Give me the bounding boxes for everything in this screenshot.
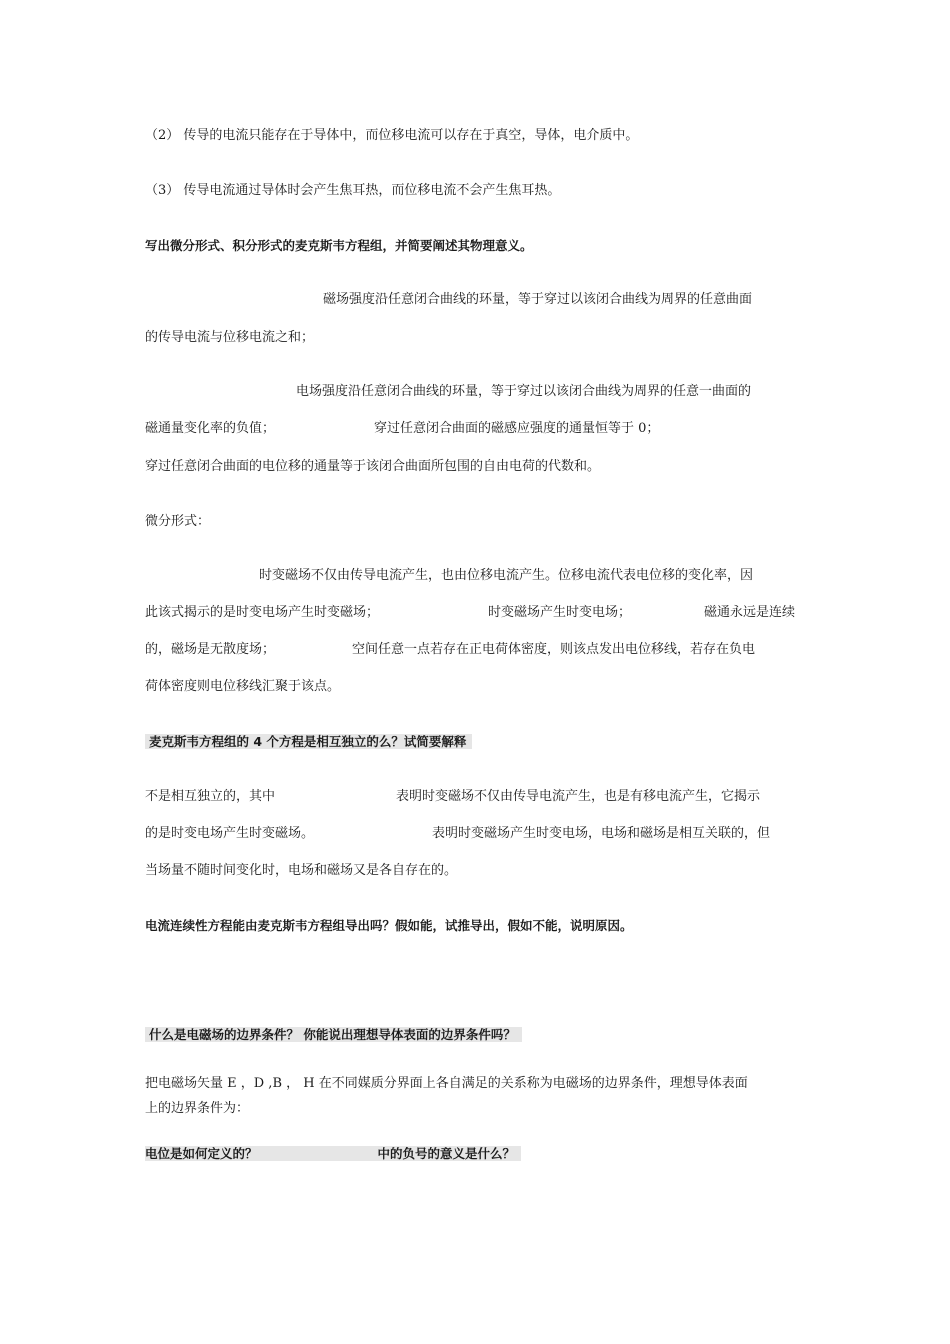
electric-gauss-law: 穿过任意闭合曲面的电位移的通量等于该闭合曲面所包围的自由电荷的代数和。 bbox=[145, 459, 601, 474]
faraday-law-line-2: 磁通量变化率的负值； bbox=[145, 421, 276, 436]
boundary-answer-line-1: 把电磁场矢量 E ，D ,B ， H 在不同媒质分界面上各自满足的关系称为电磁场的边界条件，理想导体表面 bbox=[145, 1076, 748, 1091]
independence-answer-line-2b: 表明时变磁场产生时变电场，电场和磁场是相互关联的，但 bbox=[432, 826, 771, 841]
differential-meaning-line-3a: 的，磁场是无散度场； bbox=[145, 642, 276, 657]
differential-meaning-line-3b: 空间任意一点若存在正电荷体密度，则该点发出电位移线，若存在负电 bbox=[352, 642, 756, 657]
differential-meaning-line-4: 荷体密度则电位移线汇聚于该点。 bbox=[145, 679, 341, 694]
ampere-law-line-1: 磁场强度沿任意闭合曲线的环量，等于穿过以该闭合曲线为周界的任意曲面 bbox=[323, 292, 753, 307]
boundary-heading bbox=[145, 1026, 522, 1044]
potential-heading-part-2: 中的负号的意义是什么？ bbox=[377, 1146, 516, 1161]
differential-meaning-line-2c: 磁通永远是连续 bbox=[704, 605, 796, 620]
point-3-text: （3） 传导电流通过导体时会产生焦耳热，而位移电流不会产生焦耳热。 bbox=[145, 183, 561, 198]
differential-meaning-line-2a: 此该式揭示的是时变电场产生时变磁场； bbox=[145, 605, 380, 620]
faraday-law-line-1: 电场强度沿任意闭合曲线的环量，等于穿过以该闭合曲线为周界的任意一曲面的 bbox=[296, 384, 752, 399]
maxwell-equations-heading: 写出微分形式、积分形式的麦克斯韦方程组，并简要阐述其物理意义。 bbox=[145, 238, 533, 253]
boundary-answer-line-2: 上的边界条件为： bbox=[145, 1101, 250, 1116]
independence-heading bbox=[145, 733, 472, 751]
potential-heading bbox=[145, 1145, 521, 1163]
continuity-heading: 电流连续性方程能由麦克斯韦方程组导出吗？假如能，试推导出，假如不能，说明原因。 bbox=[145, 918, 633, 933]
potential-heading-part-1: 电位是如何定义的？ bbox=[145, 1146, 258, 1161]
independence-answer-line-1a: 不是相互独立的，其中 bbox=[145, 789, 276, 804]
independence-answer-line-2a: 的是时变电场产生时变磁场。 bbox=[145, 826, 315, 841]
ampere-law-line-2: 的传导电流与位移电流之和； bbox=[145, 330, 315, 345]
independence-answer-line-3: 当场量不随时间变化时，电场和磁场又是各自存在的。 bbox=[145, 863, 458, 878]
differential-meaning-line-2b: 时变磁场产生时变电场； bbox=[488, 605, 632, 620]
magnetic-gauss-law: 穿过任意闭合曲面的磁感应强度的通量恒等于 0； bbox=[374, 421, 660, 436]
differential-form-label: 微分形式： bbox=[145, 514, 211, 529]
independence-heading-text: 麦克斯韦方程组的 4 个方程是相互独立的么？试简要解释 bbox=[145, 734, 472, 749]
differential-meaning-line-1: 时变磁场不仅由传导电流产生，也由位移电流产生。位移电流代表电位移的变化率，因 bbox=[259, 568, 754, 583]
point-2-text: （2） 传导的电流只能存在于导体中，而位移电流可以存在于真空，导体，电介质中。 bbox=[145, 128, 639, 143]
independence-answer-line-1b: 表明时变磁场不仅由传导电流产生，也是有移电流产生，它揭示 bbox=[396, 789, 761, 804]
boundary-heading-text: 什么是电磁场的边界条件？ 你能说出理想导体表面的边界条件吗？ bbox=[145, 1027, 522, 1042]
